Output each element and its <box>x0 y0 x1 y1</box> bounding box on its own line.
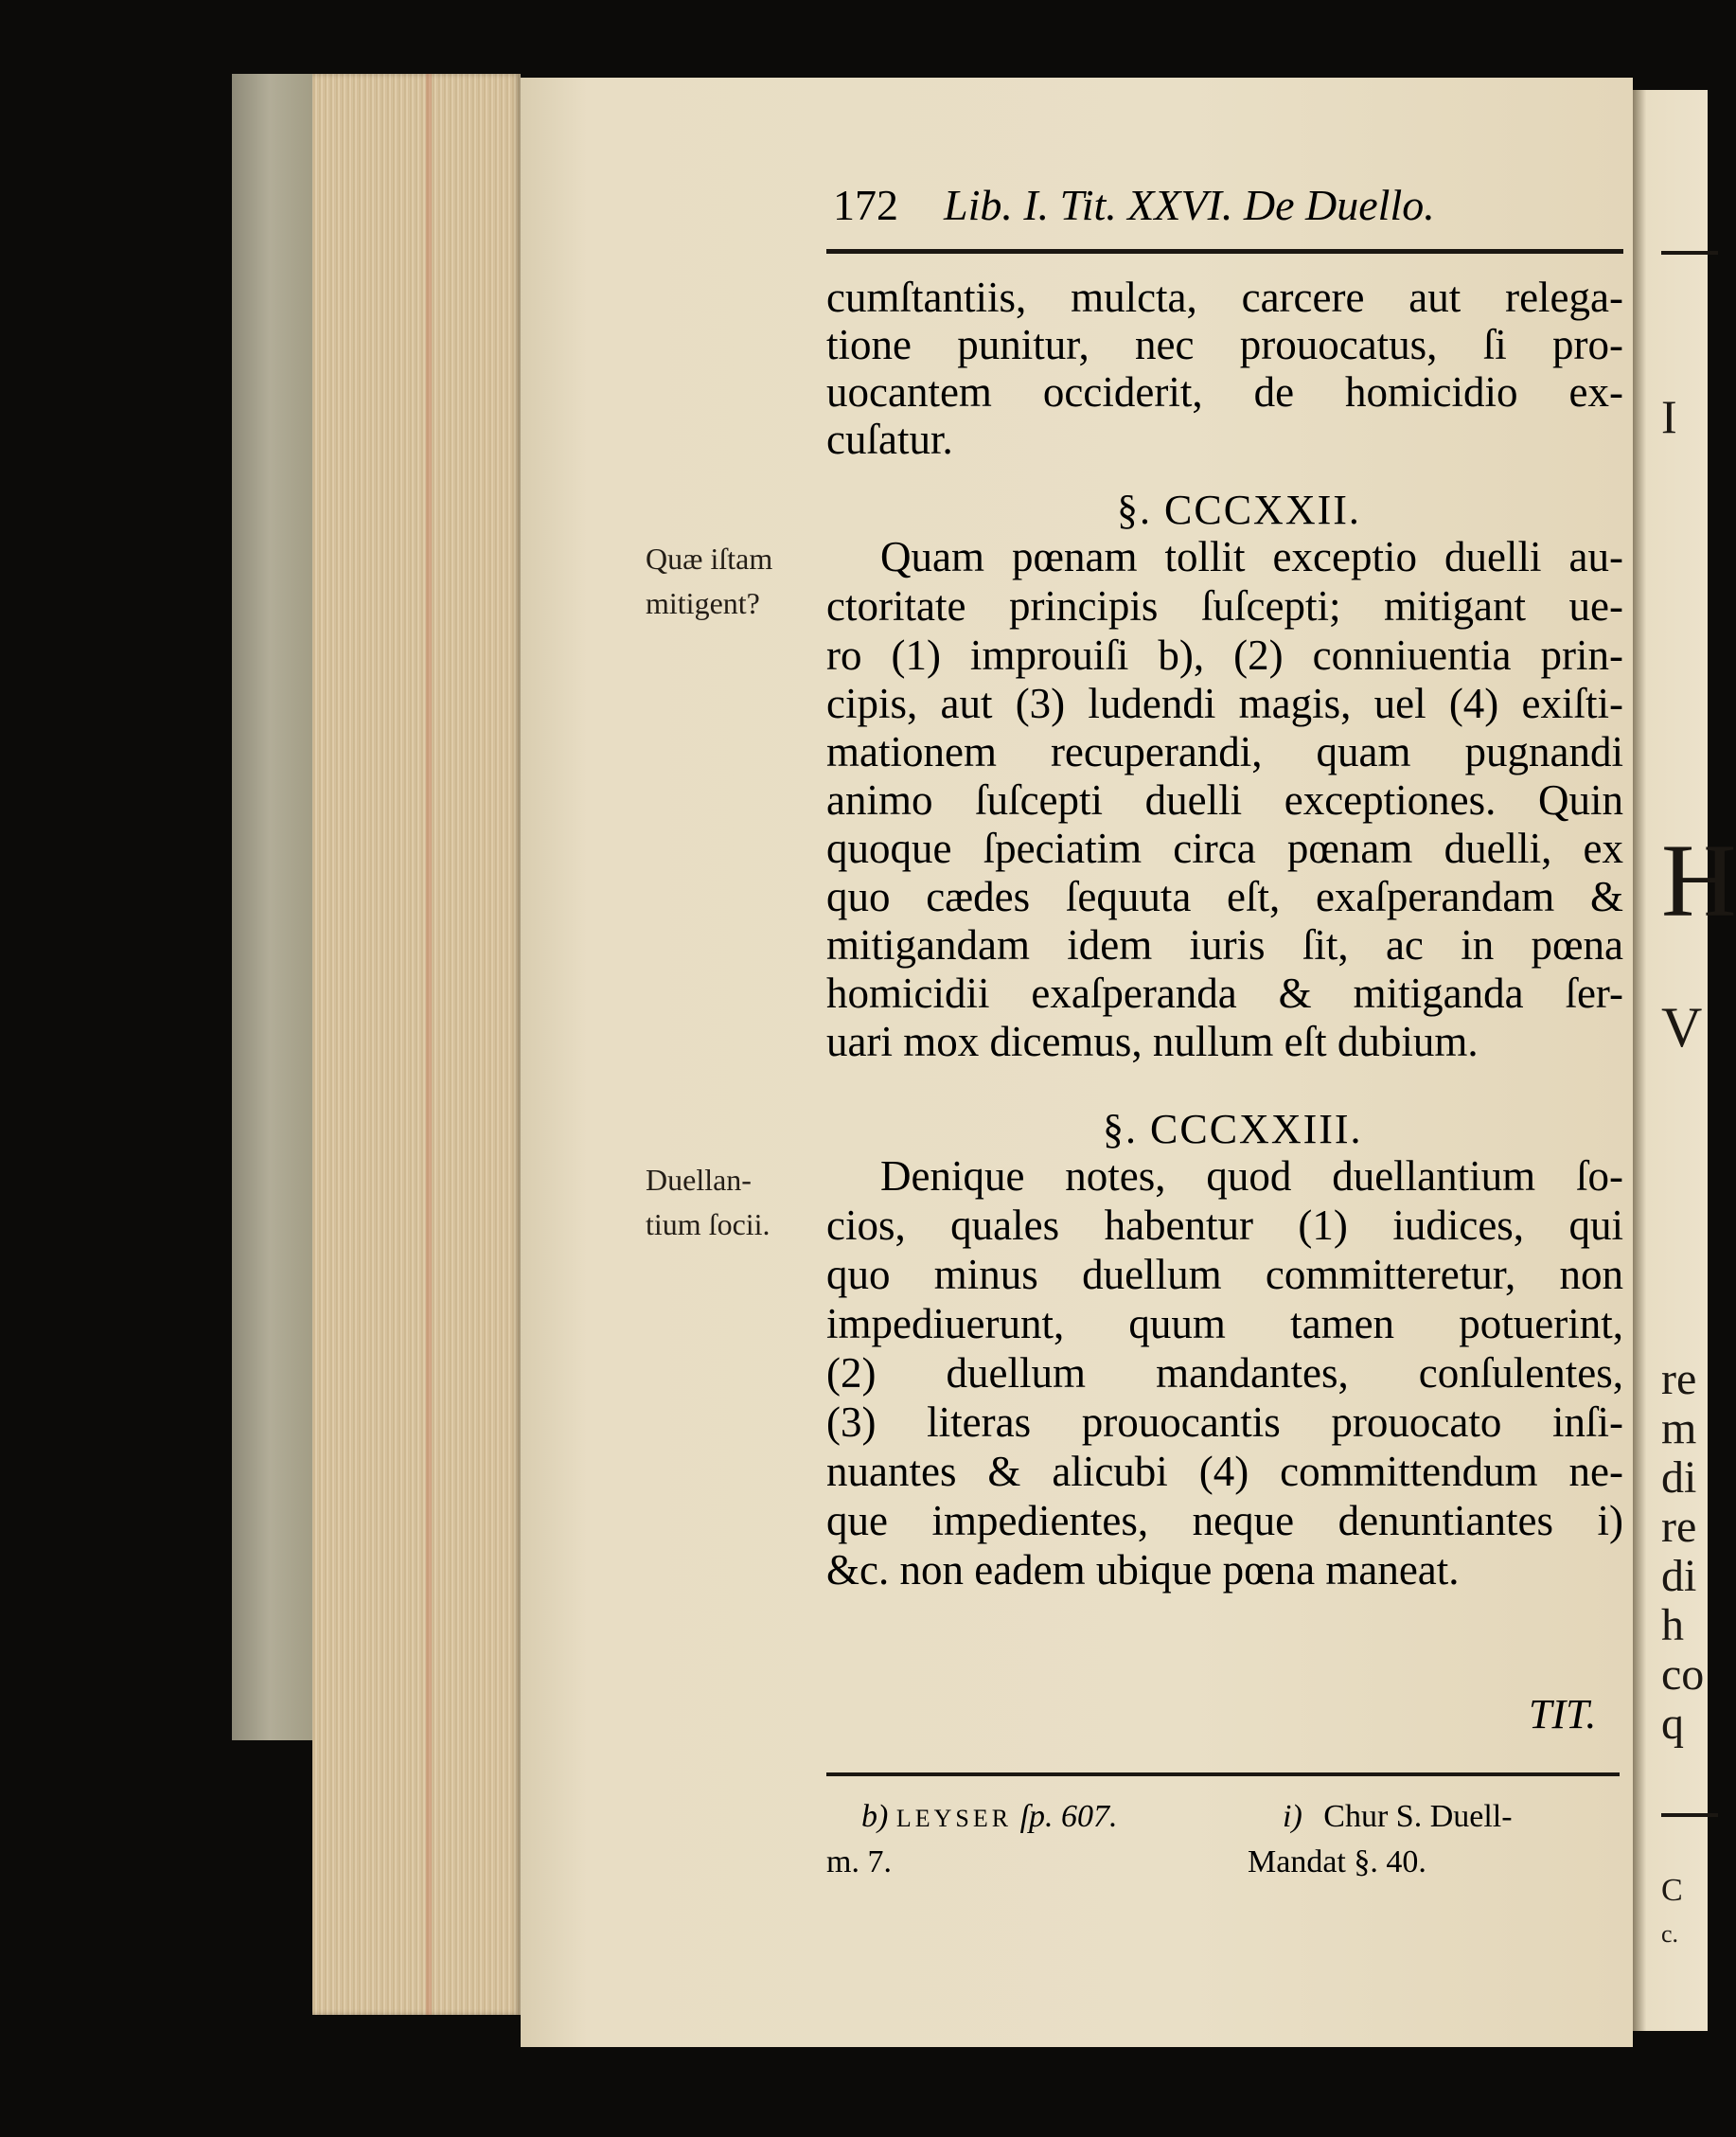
footnote-ref: ſp. 607. <box>1019 1799 1118 1834</box>
section-heading: §. CCCXXII. <box>1117 487 1361 533</box>
running-title: Lib. I. Tit. XXVI. De Duello. <box>944 181 1435 229</box>
catchword: TIT. <box>1529 1691 1597 1737</box>
footnote-text: Chur S. Duell- <box>1323 1799 1513 1834</box>
footnote-label: i) <box>1283 1799 1302 1834</box>
body-line: Denique notes, quod duellantium ſo- <box>880 1152 1623 1200</box>
footnote-rule <box>826 1772 1620 1776</box>
body-line: nuantes & alicubi (4) committendum ne- <box>826 1448 1623 1495</box>
page-number: 172 <box>833 181 898 229</box>
margin-note: Quæ iſtam <box>646 542 773 576</box>
facing-page-fragment: q <box>1661 1699 1684 1749</box>
facing-page-rule <box>1661 251 1718 255</box>
facing-page-fragment: co <box>1661 1649 1705 1700</box>
header-rule <box>826 249 1623 254</box>
body-line: uari mox dicemus, nullum eſt dubium. <box>826 1018 1479 1065</box>
facing-page-fragment: c. <box>1661 1920 1679 1948</box>
facing-page <box>1633 90 1736 2031</box>
facing-page-fragment: di <box>1661 1452 1697 1503</box>
margin-note: Duellan- <box>646 1163 752 1197</box>
body-line: quo cædes ſequuta eſt, exaſperandam & <box>826 873 1623 920</box>
footnote-author: LEYSER <box>895 1805 1013 1832</box>
body-line: uocantem occiderit, de homicidio ex- <box>826 368 1623 416</box>
facing-page-fragment: I <box>1661 390 1677 443</box>
body-line: cumſtantiis, mulcta, carcere aut relega- <box>826 274 1623 321</box>
body-line: quoque ſpeciatim circa pœnam duelli, ex <box>826 825 1623 872</box>
footnote-label: b) <box>861 1799 889 1834</box>
body-line: (2) duellum mandantes, conſulentes, <box>826 1349 1623 1397</box>
footnote-b-continued: m. 7. <box>826 1844 892 1879</box>
facing-page-fragment: m <box>1661 1403 1697 1453</box>
facing-page-fragment: re <box>1661 1354 1697 1404</box>
footnote-i <box>1283 1799 1513 1835</box>
body-line: quo minus duellum committeretur, non <box>826 1251 1623 1298</box>
facing-page-fragment: C <box>1661 1873 1683 1908</box>
section-heading: §. CCCXXIII. <box>1103 1106 1363 1152</box>
margin-note: tium ſocii. <box>646 1207 771 1241</box>
body-line: Quam pœnam tollit exceptio duelli au- <box>880 533 1623 580</box>
facing-page-fragment: di <box>1661 1551 1697 1601</box>
footnote-i-continued: Mandat §. 40. <box>1248 1844 1426 1879</box>
body-line: cuſatur. <box>826 416 953 463</box>
page-block-edges <box>312 74 521 2015</box>
body-line: tione punitur, nec prouocatus, ſi pro- <box>826 321 1623 368</box>
body-line: impediuerunt, quum tamen potuerint, <box>826 1300 1623 1347</box>
body-line: (3) literas prouocantis prouocato inſi- <box>826 1398 1623 1446</box>
body-line: ctoritate principis ſuſcepti; mitigant ue- <box>826 582 1623 630</box>
body-line: &c. non eadem ubique pœna maneat. <box>826 1546 1460 1594</box>
body-line: cios, quales habentur (1) iudices, qui <box>826 1202 1623 1249</box>
body-line: que impedientes, neque denuntiantes i) <box>826 1497 1623 1544</box>
body-line: animo ſuſcepti duelli exceptiones. Quin <box>826 776 1623 824</box>
body-line: cipis, aut (3) ludendi magis, uel (4) exiſti- <box>826 680 1623 727</box>
facing-page-fragment: V <box>1661 996 1703 1059</box>
facing-page-fragment: re <box>1661 1502 1697 1552</box>
footnote-b <box>861 1799 1118 1835</box>
body-line: homicidii exaſperanda & mitiganda ſer- <box>826 970 1623 1017</box>
facing-page-fragment: h <box>1661 1600 1684 1650</box>
facing-page-rule <box>1661 1813 1718 1817</box>
running-header <box>833 180 1435 230</box>
body-line: mitigandam idem iuris ſit, ac in pœna <box>826 921 1623 969</box>
margin-note: mitigent? <box>646 586 760 620</box>
body-line: mationem recuperandi, quam pugnandi <box>826 728 1623 775</box>
facing-page-fragment: H <box>1661 823 1736 938</box>
body-line: ro (1) improuiſi b), (2) conniuentia prin- <box>826 632 1623 679</box>
